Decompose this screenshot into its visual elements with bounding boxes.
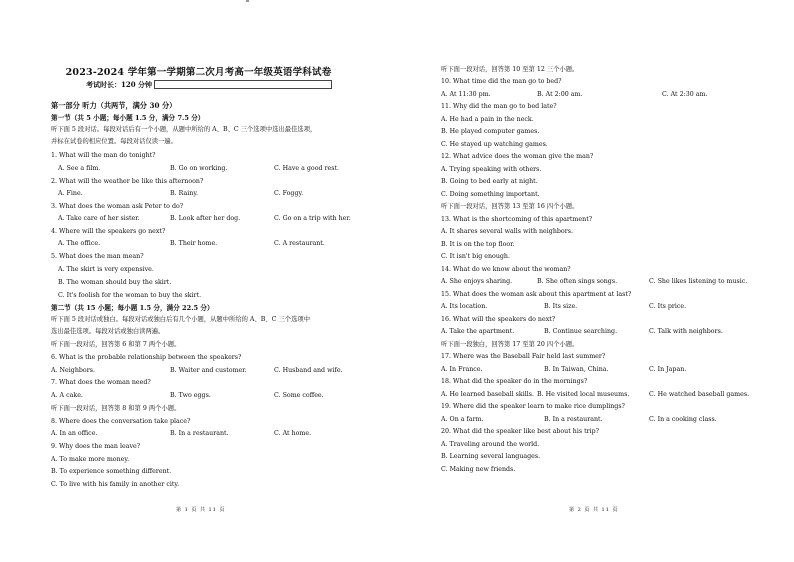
option-b: B. Learning several languages.	[441, 453, 541, 460]
option-c: C. Have a good rest.	[274, 165, 340, 172]
conversation-note: 听下面一段对话，回答第 13 至第 16 四个小题。	[441, 203, 579, 210]
question-5: 5. What does the man mean?	[51, 253, 144, 260]
option-c: C. He stayed up watching games.	[441, 141, 548, 148]
section-heading: 第一节（共 5 小题；每小题 1.5 分，满分 7.5 分）	[51, 114, 205, 122]
directions: 选出最佳选项。每段对话或独白读两遍。	[51, 328, 165, 335]
question-10: 10. What time did the man go to bed?	[441, 78, 562, 85]
option-b: B. The woman should buy the skirt.	[58, 279, 172, 286]
option-c: C. It's foolish for the woman to buy the skirt.	[58, 292, 202, 299]
option-b: B. Rainy.	[170, 190, 199, 197]
option-b: B. Look after her dog.	[170, 215, 241, 222]
page-2	[397, 0, 794, 562]
option-b: B. In a restaurant.	[170, 430, 229, 437]
page-footer: 第 2 页 共 11 页	[569, 507, 619, 513]
conversation-note: 听下面一段对话，回答第 10 至第 12 三个小题。	[441, 66, 579, 73]
option-b: B. He visited local museums.	[537, 391, 630, 398]
question-16: 16. What will the speakers do next?	[441, 316, 556, 323]
conversation-note: 听下面一段独白，回答第 17 至第 20 四个小题。	[441, 341, 579, 348]
option-c: C. Some coffee.	[274, 392, 324, 399]
option-a: A. Fine.	[58, 190, 83, 197]
option-c: C. Go on a trip with her.	[274, 215, 351, 222]
option-a: A. Its location.	[441, 303, 488, 310]
question-20: 20. What did the speaker like best about his trip?	[441, 428, 600, 435]
conversation-note: 听下面一段对话，回答第 6 和第 7 两个小题。	[51, 341, 181, 348]
option-c: C. Talk with neighbors.	[649, 328, 723, 335]
question-18: 18. What did the speaker do in the mornings?	[441, 378, 588, 385]
option-b: B. In Taiwan, China.	[544, 366, 609, 373]
question-9: 9. Why does the man leave?	[51, 443, 141, 450]
option-c: C. She likes listening to music.	[649, 278, 748, 285]
exam-title: 2023-2024 学年第一学期第二次月考高一年级英语学科试卷	[65, 67, 332, 78]
option-a: A. In France.	[441, 366, 483, 373]
option-a: A. To make more money.	[51, 456, 130, 463]
option-b: B. It is on the top floor.	[441, 241, 515, 248]
option-a: A. In an office.	[51, 430, 98, 437]
directions: 听下面 5 段对话。每段对话后有一个小题，从题中所给的 A、B、C 三个选项中选出最佳选项，	[51, 126, 317, 133]
option-c: C. Doing something important.	[441, 191, 540, 198]
part-heading: 第一部分 听力（共两节，满分 30 分）	[51, 101, 177, 110]
question-15: 15. What does the woman ask about this apartment at last?	[441, 291, 632, 298]
directions: 并标在试卷的相应位置。每段对话仅读一遍。	[51, 138, 177, 145]
option-a: A. Traveling around the world.	[441, 441, 540, 448]
question-6: 6. What is the probable relationship between the speakers?	[51, 354, 242, 361]
exam-duration: 考试时长：120 分钟	[86, 80, 153, 89]
option-a: A. It shares several walls with neighbors.	[441, 228, 573, 235]
option-b: B. Waiter and customer.	[170, 367, 247, 374]
option-b: B. Its size.	[544, 303, 578, 310]
option-c: C. In Japan.	[649, 366, 687, 373]
option-c: C. Its price.	[649, 303, 687, 310]
question-7: 7. What does the woman need?	[51, 379, 151, 386]
question-13: 13. What is the shortcoming of this apartment?	[441, 216, 593, 223]
option-a: A. The office.	[58, 240, 101, 247]
question-1: 1. What will the man do tonight?	[51, 152, 156, 159]
option-b: B. He played computer games.	[441, 128, 540, 135]
question-2: 2. What will the weather be like this afternoon?	[51, 178, 204, 185]
question-4: 4. Where will the speakers go next?	[51, 228, 166, 235]
option-b: B. Their home.	[170, 240, 218, 247]
option-b: B. She often sings songs.	[537, 278, 618, 285]
directions: 听下面 5 段对话或独白。每段对话或独白后有几个小题，从题中所给的 A、B、C 三个选项中	[51, 316, 310, 323]
option-a: A. Take care of her sister.	[58, 215, 140, 222]
option-a: A. He learned baseball skills.	[441, 391, 534, 398]
option-a: A. On a farm.	[441, 416, 484, 423]
question-19: 19. Where did the speaker learn to make rice dumplings?	[441, 403, 625, 410]
question-17: 17. Where was the Baseball Fair held last summer?	[441, 353, 606, 360]
page-footer: 第 1 页 共 11 页	[176, 507, 226, 513]
option-c: C. To live with his family in another city.	[51, 481, 180, 488]
option-a: A. He had a pain in the neck.	[441, 116, 534, 123]
option-a: A. The skirt is very expensive.	[58, 266, 154, 273]
option-c: C. Making new friends.	[441, 466, 516, 473]
option-a: A. At 11:30 pm.	[441, 91, 491, 98]
option-a: A. She enjoys sharing.	[441, 278, 513, 285]
option-c: C. At 2:30 am.	[662, 91, 708, 98]
option-b: B. In a restaurant.	[544, 416, 603, 423]
option-b: B. Go on working.	[170, 165, 228, 172]
option-c: C. Foggy.	[274, 190, 304, 197]
conversation-note: 听下面一段对话，回答第 8 和第 9 两个小题。	[51, 405, 181, 412]
option-a: A. Trying speaking with others.	[441, 166, 542, 173]
option-a: A. Take the apartment.	[441, 328, 515, 335]
duration-box	[154, 80, 332, 89]
question-8: 8. Where does the conversation take place?	[51, 418, 191, 425]
question-3: 3. What does the woman ask Peter to do?	[51, 203, 184, 210]
question-12: 12. What advice does the woman give the man?	[441, 153, 594, 160]
option-c: C. He watched baseball games.	[649, 391, 750, 398]
option-a: A. A cake.	[51, 392, 83, 399]
option-a: A. Neighbors.	[51, 367, 95, 374]
option-b: B. Going to bed early at night.	[441, 178, 538, 185]
option-c: C. A restaurant.	[274, 240, 325, 247]
option-b: B. Two eggs.	[170, 392, 211, 399]
option-c: C. It isn't big enough.	[441, 253, 510, 260]
option-b: B. At 2:00 am.	[537, 91, 583, 98]
option-b: B. Continue searching.	[544, 328, 618, 335]
option-c: C. Husband and wife.	[274, 367, 343, 374]
question-11: 11. Why did the man go to bed late?	[441, 103, 557, 110]
option-b: B. To experience something different.	[51, 468, 172, 475]
option-a: A. See a film.	[58, 165, 101, 172]
section-heading: 第二节（共 15 小题；每小题 1.5 分，满分 22.5 分）	[51, 304, 214, 312]
question-14: 14. What do we know about the woman?	[441, 266, 571, 273]
option-c: C. At home.	[274, 430, 312, 437]
option-c: C. In a cooking class.	[649, 416, 717, 423]
